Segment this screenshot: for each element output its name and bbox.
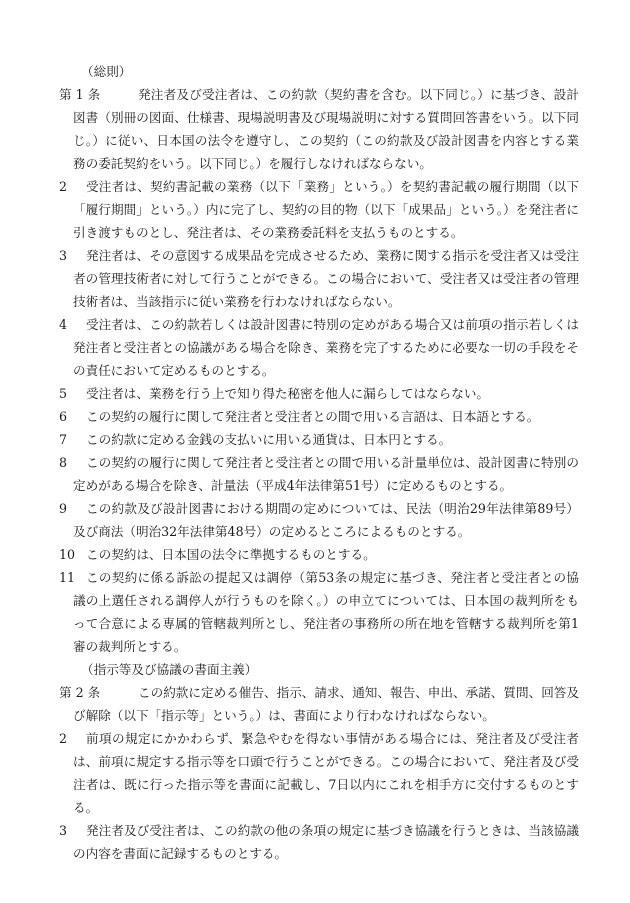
article-text: 発注者及び受注者は、この約款（契約書を含む。以下同じ。）に基づき、設計図書（別冊の図面、仕様書、現場説明書及び現場説明に対する質問回答書をいう。以下同じ。）に従い、日本国の法令を遵守し、この契約（この約款及び設計図書を内容とする業務の委託契約をいう。以下同じ。）を履行しなければならない。 [73, 87, 579, 171]
article-text: この約款に定める催告、指示、請求、通知、報告、申出、承諾、質問、回答及び解除（以下「指示等」という。）は、書面により行わなければならない。 [73, 685, 579, 723]
article-1 [59, 83, 579, 175]
section-heading: （指示等及び協議の書面主義） [81, 662, 258, 677]
paragraph-number: 3 [59, 823, 68, 838]
paragraph [59, 727, 579, 819]
article-label: 第 2 条 [59, 685, 101, 700]
paragraph-number: 3 [59, 248, 68, 263]
paragraph-number: 6 [59, 409, 68, 424]
paragraph [59, 543, 579, 566]
paragraph [59, 451, 579, 497]
paragraph [59, 405, 579, 428]
paragraph-number: 8 [59, 455, 68, 470]
paragraph-text: 前項の規定にかかわらず、緊急やむを得ない事情がある場合には、発注者及び受注者は、前項に規定する指示等を口頭で行うことができる。この場合において、発注者及び受注者は、既に行った指示等を書面に記載し、7日以内にこれを相手方に交付するものとする。 [73, 731, 579, 815]
paragraph-text: この契約は、日本国の法令に準拠するものとする。 [86, 547, 376, 562]
contract-document [59, 60, 579, 865]
paragraph-text: この約款に定める金銭の支払いに用いる通貨は、日本円とする。 [86, 432, 452, 447]
paragraph [59, 313, 579, 382]
paragraph-number: 2 [59, 731, 68, 746]
paragraph-text: この契約に係る訴訟の提起又は調停（第53条の規定に基づき、発注者と受注者との協議の上選任される調停人が行うものを除く。）の申立てについては、日本国の裁判所をもって合意による専属的管轄裁判所とし、発注者の事務所の所在地を管轄する裁判所を第1審の裁判所とする。 [73, 570, 579, 654]
paragraph-number: 9 [59, 501, 68, 516]
paragraph [59, 497, 579, 543]
paragraph [59, 244, 579, 313]
paragraph-number: 10 [59, 547, 76, 562]
paragraph [59, 819, 579, 865]
article-label: 第 1 条 [59, 87, 101, 102]
paragraph-number: 11 [59, 570, 76, 585]
paragraph-text: この契約の履行に関して発注者と受注者との間で用いる計量単位は、設計図書に特別の定めがある場合を除き、計量法（平成4年法律第51号）に定めるものとする。 [73, 455, 580, 493]
paragraph-text: 発注者は、その意図する成果品を完成させるため、業務に関する指示を受注者又は受注者の管理技術者に対して行うことができる。この場合において、受注者又は受注者の管理技術者は、当該指示に従い業務を行わなければならない。 [73, 248, 579, 309]
paragraph-text: 受注者は、業務を行う上で知り得た秘密を他人に漏らしてはならない。 [86, 386, 489, 401]
paragraph-text: 受注者は、この約款若しくは設計図書に特別の定めがある場合又は前項の指示若しくは発注者と受注者との協議がある場合を除き、業務を完了するために必要な一切の手段をその責任において定めるものとする。 [73, 317, 579, 378]
paragraph-text: 発注者及び受注者は、この約款の他の条項の規定に基づき協議を行うときは、当該協議の内容を書面に記録するものとする。 [73, 823, 580, 861]
paragraph-number: 7 [59, 432, 68, 447]
paragraph [59, 382, 579, 405]
paragraph-text: 受注者は、契約書記載の業務（以下「業務」という。）を契約書記載の履行期間（以下「履行期間」という。）内に完了し、契約の目的物（以下「成果品」という。）を発注者に引き渡すものとし、発注者は、その業務委託料を支払うものとする。 [73, 179, 579, 240]
paragraph [59, 175, 579, 244]
paragraph-number: 5 [59, 386, 68, 401]
paragraph [59, 566, 579, 658]
paragraph-text: この約款及び設計図書における期間の定めについては、民法（明治29年法律第89号）及び商法（明治32年法律第48号）の定めるところによるものとする。 [73, 501, 579, 539]
paragraph-text: この契約の履行に関して発注者と受注者との間で用いる言語は、日本語とする。 [86, 409, 540, 424]
paragraph [59, 428, 579, 451]
paragraph-number: 2 [59, 179, 68, 194]
section-heading: （総則） [81, 64, 132, 79]
article-2 [59, 681, 579, 727]
paragraph-number: 4 [59, 317, 68, 332]
